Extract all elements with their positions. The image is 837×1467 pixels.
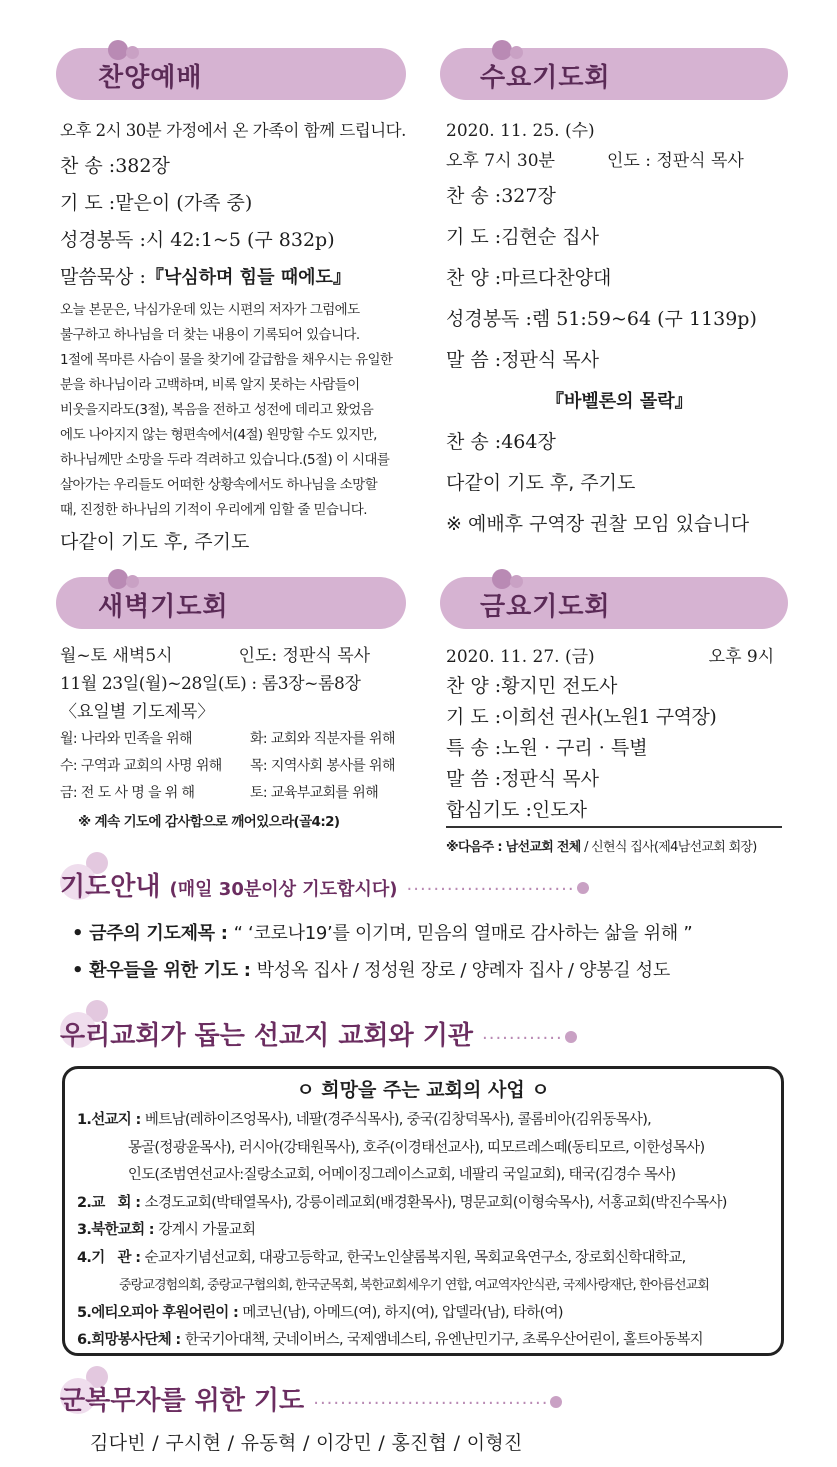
decor-dot-icon [565, 1031, 577, 1043]
time-line: 오후 7시 30분 인도 : 정판식 목사 [446, 151, 744, 171]
sermon-summary: 오늘 본문은, 낙심가운데 있는 시편의 저자가 그럼에도 불구하고 하나님을 더 찾는 내용이 기록되어 있습니다. 1절에 목마른 사슴이 물을 찾기에 갈급함을 채우시는 유일한 분을 하나님이라 고백하며, 비록 알지 못하는 사람들이 비웃을지라도(3절), 복음을 전하고 성전에 데리고 왔었음 에도 나아지지 않는 형편속에서(4절) 원망할 수도 있지만, 하나님께만 소망을 두라 격려하고 있습니다.(5절) 이 시대를 살아가는 우리들도 어떠한 상황속에서도 하나님을 소망할 때, 진정한 하나님의 기적이 우리에게 임할 줄 믿습니다. [60, 302, 393, 518]
missions-list [77, 1107, 727, 1355]
list-item: 말 씀 :정판식 목사 [446, 768, 600, 790]
notice-line: ※ 예배후 구역장 권찰 모임 있습니다 [446, 513, 750, 535]
list-item: 몽골(정광윤목사), 러시아(강태원목사), 호주(이경태선교사), 띠모르레스떼(동티모르, 이한성목사) [77, 1139, 705, 1156]
section-title: 찬양예배 [98, 63, 203, 93]
wednesday-body [446, 116, 796, 544]
friday-body [446, 643, 796, 826]
list-item: 금: 전 도 사 명 을 위 해 토: 교육부교회를 위해 [60, 785, 379, 801]
list-item: 특 송 :노원 · 구리 · 특별 [446, 737, 648, 759]
closing-line: 다같이 기도 후, 주기도 [446, 472, 636, 494]
patients-prayer-line: • 환우들을 위한 기도 : 박성옥 집사 / 정성원 장로 / 양례자 집사 / 양봉길 성도 [72, 960, 670, 981]
list-item: 기 도 :김현순 집사 [446, 226, 600, 248]
section-title: 새벽기도회 [98, 592, 229, 622]
next-week-line: ※다음주 : 남선교회 전체 / 신현식 집사(제4남선교회 회장) [446, 840, 757, 855]
dawn-body [60, 642, 420, 837]
sermon-line: 말씀묵상 :『낙심하며 힘들 때에도』 [60, 266, 351, 288]
range-line: 11월 23일(월)~28일(토) : 롬3장~롬8장 [60, 674, 361, 694]
list-item: 4.기 관 : 순교자기념선교회, 대광고등학교, 한국노인샬롬복지원, 목회교육연구소, 장로회신학대학교, [77, 1249, 686, 1266]
section-title: 수요기도회 [480, 63, 611, 93]
divider [446, 826, 782, 828]
section-header-sunday [56, 48, 406, 100]
list-item: 기 도 :맡은이 (가족 중) [60, 192, 253, 214]
date-line: 2020. 11. 25. (수) [446, 121, 595, 141]
list-item: 찬 송 :464장 [446, 431, 556, 453]
list-item: 수: 구역과 교회의 사명 위해 목: 지역사회 봉사를 위해 [60, 758, 395, 774]
list-item: 중랑교경험의회, 중랑교구협의회, 한국군목회, 북한교회세우기 연합, 여교역자안식관, 국제사랑재단, 한아름선교회 [77, 1278, 709, 1293]
military-names: 김다빈 / 구시현 / 유동혁 / 이강민 / 홍진협 / 이형진 [90, 1432, 523, 1454]
box-title: ㅇ 희망을 주는 교회의 사업 ㅇ [296, 1079, 550, 1101]
list-item: 5.에티오피아 후원어린이 : 메코닌(남), 아메드(여), 하지(여), 압델라(남), 타하(여) [77, 1304, 563, 1321]
missions-box [62, 1066, 784, 1356]
closing-line: 다같이 기도 후, 주기도 [60, 531, 250, 553]
list-item: 찬 양 :마르다찬양대 [446, 267, 612, 289]
time-line: 월~토 새벽5시 인도: 정판식 목사 [60, 646, 371, 666]
list-item: 3.북한교회 : 강계시 가물교회 [77, 1222, 256, 1238]
date-line: 2020. 11. 27. (금) 오후 9시 [446, 647, 775, 667]
list-item: 6.희망봉사단체 : 한국기아대책, 굿네이버스, 국제앰네스티, 유엔난민기구, 초록우산어린이, 홀트아동복지 [77, 1332, 703, 1348]
section-header-dawn [56, 577, 406, 629]
dotted-leader: ··································· [313, 1393, 549, 1414]
dotted-leader: ························· [406, 879, 575, 900]
decor-dot-icon [577, 882, 589, 894]
section-header-friday [440, 577, 788, 629]
sunday-body [60, 114, 420, 561]
list-item: 찬 양 :황지민 전도사 [446, 675, 618, 697]
list-item: 성경봉독 :시 42:1~5 (구 832p) [60, 229, 335, 251]
section-title: 금요기도회 [480, 592, 611, 622]
prayer-topics [60, 726, 420, 807]
subheading: 〈요일별 기도제목〉 [60, 702, 215, 722]
list-item: 성경봉독 :렘 51:59~64 (구 1139p) [446, 308, 757, 330]
military-heading: 군복무자를 위한 기도 ··································· [60, 1380, 562, 1417]
prayer-topic-line: • 금주의 기도제목 : “ ‘코로나19’를 이기며, 믿음의 열매로 감사하는 삶을 위해 ” [72, 923, 693, 944]
list-item: 기 도 :이희선 권사(노원1 구역장) [446, 706, 717, 728]
section-header-wednesday [440, 48, 788, 100]
prayer-guide-heading: 기도안내 (매일 30분이상 기도합시다) ························· [60, 866, 589, 903]
list-item: 말 씀 :정판식 목사 [446, 349, 600, 371]
text-line: 오후 2시 30분 가정에서 온 가족이 함께 드립니다. [60, 121, 406, 140]
decor-dot-icon [550, 1396, 562, 1408]
list-item: 합심기도 :인도자 [446, 799, 587, 821]
missions-heading: 우리교회가 돕는 선교지 교회와 기관 ············ [60, 1015, 577, 1052]
list-item: 인도(조범연선교사:질랑소교회, 어메이징그레이스교회, 네팔리 국일교회), 태국(김경수 목사) [77, 1167, 676, 1183]
list-item: 찬 송 :327장 [446, 185, 556, 207]
list-item: 월: 나라와 민족을 위해 화: 교회와 직분자를 위해 [60, 731, 395, 747]
list-item: 찬 송 :382장 [60, 155, 170, 177]
list-item: 2.교 회 : 소경도교회(박태열목사), 강릉이레교회(배경환목사), 명문교회(이형숙목사), 서홍교회(박진수목사) [77, 1194, 727, 1211]
list-item: 1.선교지 : 베트남(레하이즈엉목사), 네팔(경주식목사), 중국(김창덕목사), 콜롬비아(김위동목사), [77, 1112, 652, 1128]
dotted-leader: ············ [482, 1028, 563, 1049]
sermon-title: 『바벨론의 몰락』 [546, 391, 693, 412]
verse-line: ※ 계속 기도에 감사함으로 깨어있으라(골4:2) [78, 814, 340, 830]
